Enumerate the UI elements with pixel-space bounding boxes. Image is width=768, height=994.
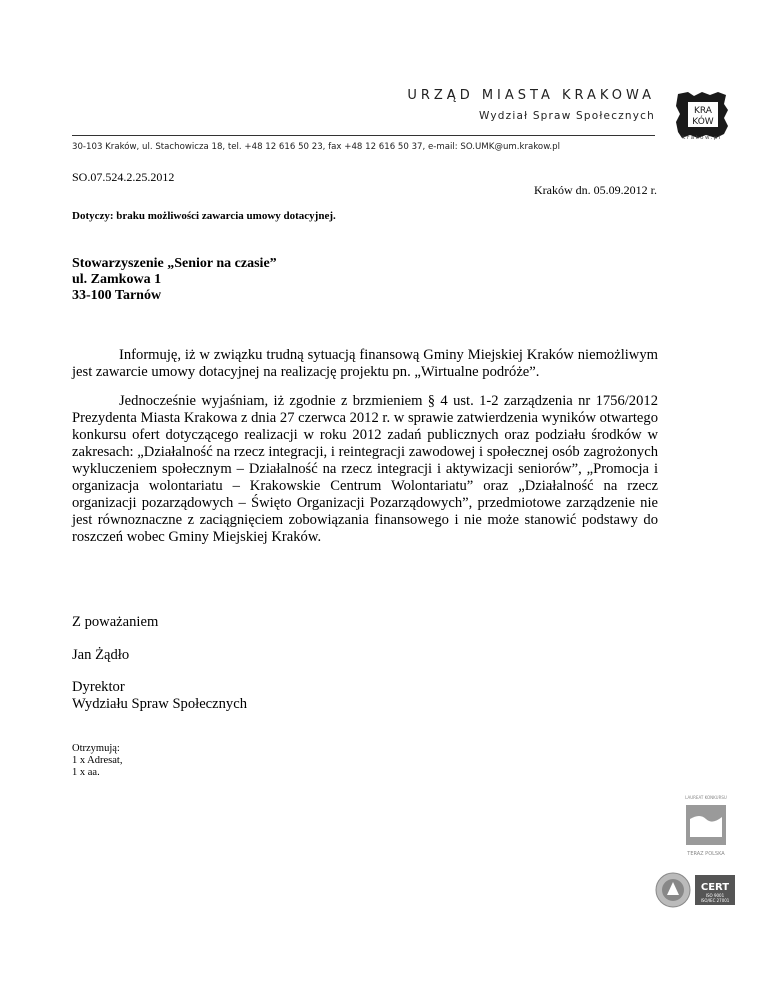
letter-subject: Dotyczy: braku możliwości zawarcia umowy dotacyjnej.	[72, 210, 336, 222]
logo-text-bottom: KÓW	[692, 117, 714, 127]
teraz-polska-award-icon	[680, 793, 732, 861]
recipient-item: 1 x aa.	[72, 767, 100, 778]
cert-line: ISO 9001	[705, 893, 725, 898]
signer-title	[72, 679, 247, 713]
logo-url: krakow.pl	[682, 135, 722, 141]
iso-certificate-icon	[655, 871, 737, 909]
reference-number: SO.07.524.2.25.2012	[72, 170, 175, 184]
contact-line: 30-103 Kraków, ul. Stachowicza 18, tel. +48 12 616 50 23, fax +48 12 616 50 37, e-mail: SO.UMK@um.krakow.pl	[72, 142, 561, 152]
organization-name: URZĄD MIASTA KRAKOWA	[407, 88, 655, 103]
recipients-list	[72, 743, 122, 779]
address-line: ul. Zamkowa 1	[72, 272, 162, 287]
cert-line: ISO/IEC 27001	[700, 898, 730, 903]
signer-name: Jan Żądło	[72, 647, 130, 663]
department-name: Wydział Spraw Społecznych	[478, 110, 655, 122]
krakow-logo-icon	[676, 92, 728, 138]
award-top-text: LAUREAT KONKURSU	[685, 795, 727, 800]
signer-title-line: Dyrektor	[72, 679, 125, 695]
award-bottom-text: TERAZ POLSKA	[687, 851, 725, 857]
address-line: 33-100 Tarnów	[72, 288, 162, 303]
closing-phrase: Z poważaniem	[72, 614, 159, 630]
letter-date: Kraków dn. 05.09.2012 r.	[534, 183, 657, 197]
body-paragraph: Jednocześnie wyjaśniam, iż zgodnie z brzmieniem § 4 ust. 1-2 zarządzenia nr 1756/2012 Prezydenta Miasta Krakowa z dnia 27 czerwca 2012 r. w sprawie zatwierdzenia wyników otwartego konkursu ofert dotyczącego realizacji w roku 2012 zadań publicznych oraz podziału środków w zakresach: „Działalność na rzecz integracji, i reintegracji zawodowej i społecznej osób zagrożonych wykluczeniem społecznym – Działalność na rzecz integracji i aktywizacji seniorów”, „Promocja i organizacja wolontariatu – Krakowskie Centrum Wolontariatu” oraz „Działalność na rzecz organizacji pozarządowych – Święto Organizacji Pozarządowych”, przedmiotowe zarządzenie nie jest równoznaczne z zaciągnięciem zobowiązania finansowego i nie może stanowić podstawy do roszczeń wobec Gminy Miejskiej Kraków.	[72, 393, 658, 545]
signer-title-line: Wydziału Spraw Społecznych	[72, 696, 248, 712]
letter-body	[72, 347, 658, 558]
header-divider	[72, 135, 655, 136]
address-line: Stowarzyszenie „Senior na czasie”	[72, 256, 277, 271]
body-paragraph: Informuję, iż w związku trudną sytuacją finansową Gminy Miejskiej Kraków niemożliwym jest zawarcie umowy dotacyjnej na realizację projektu pn. „Wirtualne podróże”.	[72, 347, 658, 380]
logo-text-top: KRA	[694, 106, 712, 116]
recipient-item: 1 x Adresat,	[72, 755, 123, 766]
recipients-label: Otrzymują:	[72, 743, 120, 754]
recipient-address	[72, 256, 277, 304]
cert-label: CERT	[700, 882, 730, 893]
